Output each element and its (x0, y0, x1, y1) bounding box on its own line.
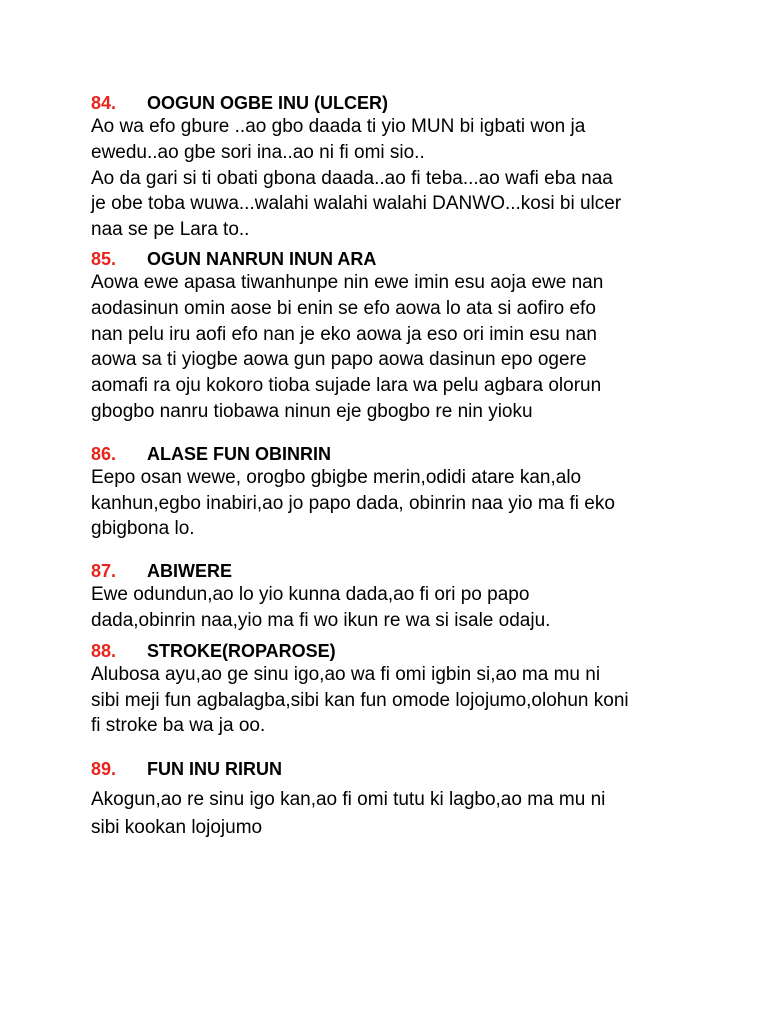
body-line: gbigbona lo. (91, 518, 195, 540)
entry-number: 86. (91, 443, 117, 464)
entry-heading (91, 758, 691, 780)
remedy-entry-88 (91, 640, 691, 739)
entry-number: 89. (91, 759, 117, 780)
entry-body (91, 786, 691, 842)
entry-heading (91, 92, 691, 114)
body-line: Eepo osan wewe, orogbo gbigbe merin,odidi atare kan,alo (91, 466, 582, 488)
entry-number: 88. (91, 640, 117, 661)
body-line: aodasinun omin aose bi enin se efo aowa lo ata si aofiro efo (91, 297, 596, 319)
entry-heading (91, 443, 691, 465)
entry-body (91, 270, 691, 425)
entry-body (91, 662, 691, 739)
remedy-entry-87 (91, 560, 691, 634)
entry-heading (91, 560, 691, 582)
document-page (91, 92, 691, 842)
body-line: je obe toba wuwa...walahi walahi walahi DANWO...kosi bi ulcer (91, 193, 622, 215)
body-line: Akogun,ao re sinu igo kan,ao fi omi tutu ki lagbo,ao ma mu ni (91, 789, 606, 811)
body-line: sibi kookan lojojumo (91, 817, 263, 839)
body-line: aowa sa ti yiogbe aowa gun papo aowa dasinun epo ogere (91, 349, 587, 371)
body-line: fi stroke ba wa ja oo. (91, 715, 266, 737)
body-line: kanhun,egbo inabiri,ao jo papo dada, obinrin naa yio ma fi eko (91, 492, 615, 514)
entry-number: 85. (91, 248, 117, 269)
body-line: nan pelu iru aofi efo nan je eko aowa ja eso ori imin esu nan (91, 323, 597, 345)
remedy-entry-85 (91, 248, 691, 425)
entry-heading (91, 640, 691, 662)
entry-title: OOGUN OGBE INU (ULCER) (147, 93, 388, 113)
entry-title: STROKE(ROPAROSE) (147, 640, 336, 661)
remedy-entry-89 (91, 758, 691, 842)
entry-title: FUN INU RIRUN (147, 759, 282, 780)
entry-body (91, 465, 691, 542)
entry-body (91, 114, 691, 243)
body-line: dada,obinrin naa,yio ma fi wo ikun re wa si isale odaju. (91, 609, 551, 631)
entry-heading (91, 248, 691, 270)
entry-number: 84. (91, 93, 117, 113)
body-line: Ao wa efo gbure ..ao gbo daada ti yio MUN bi igbati won ja (91, 116, 586, 137)
entry-title: ALASE FUN OBINRIN (147, 443, 331, 464)
remedy-entry-84 (91, 92, 691, 243)
body-line: aomafi ra oju kokoro tioba sujade lara wa pelu agbara olorun (91, 375, 602, 397)
entry-title: ABIWERE (147, 561, 232, 582)
entry-body (91, 582, 691, 634)
remedy-entry-86 (91, 443, 691, 542)
body-line: Ao da gari si ti obati gbona daada..ao fi teba...ao wafi eba naa (91, 167, 613, 189)
body-line: sibi meji fun agbalagba,sibi kan fun omode lojojumo,olohun koni (91, 689, 629, 711)
body-line: ewedu..ao gbe sori ina..ao ni fi omi sio.. (91, 141, 425, 163)
entry-number: 87. (91, 561, 117, 582)
body-line: Alubosa ayu,ao ge sinu igo,ao wa fi omi igbin si,ao ma mu ni (91, 663, 601, 685)
body-line: Ewe odundun,ao lo yio kunna dada,ao fi ori po papo (91, 584, 530, 606)
body-line: gbogbo nanru tiobawa ninun eje gbogbo re nin yioku (91, 400, 533, 422)
body-line: naa se pe Lara to.. (91, 219, 250, 241)
body-line: Aowa ewe apasa tiwanhunpe nin ewe imin esu aoja ewe nan (91, 271, 604, 293)
entry-title: OGUN NANRUN INUN ARA (147, 248, 377, 269)
